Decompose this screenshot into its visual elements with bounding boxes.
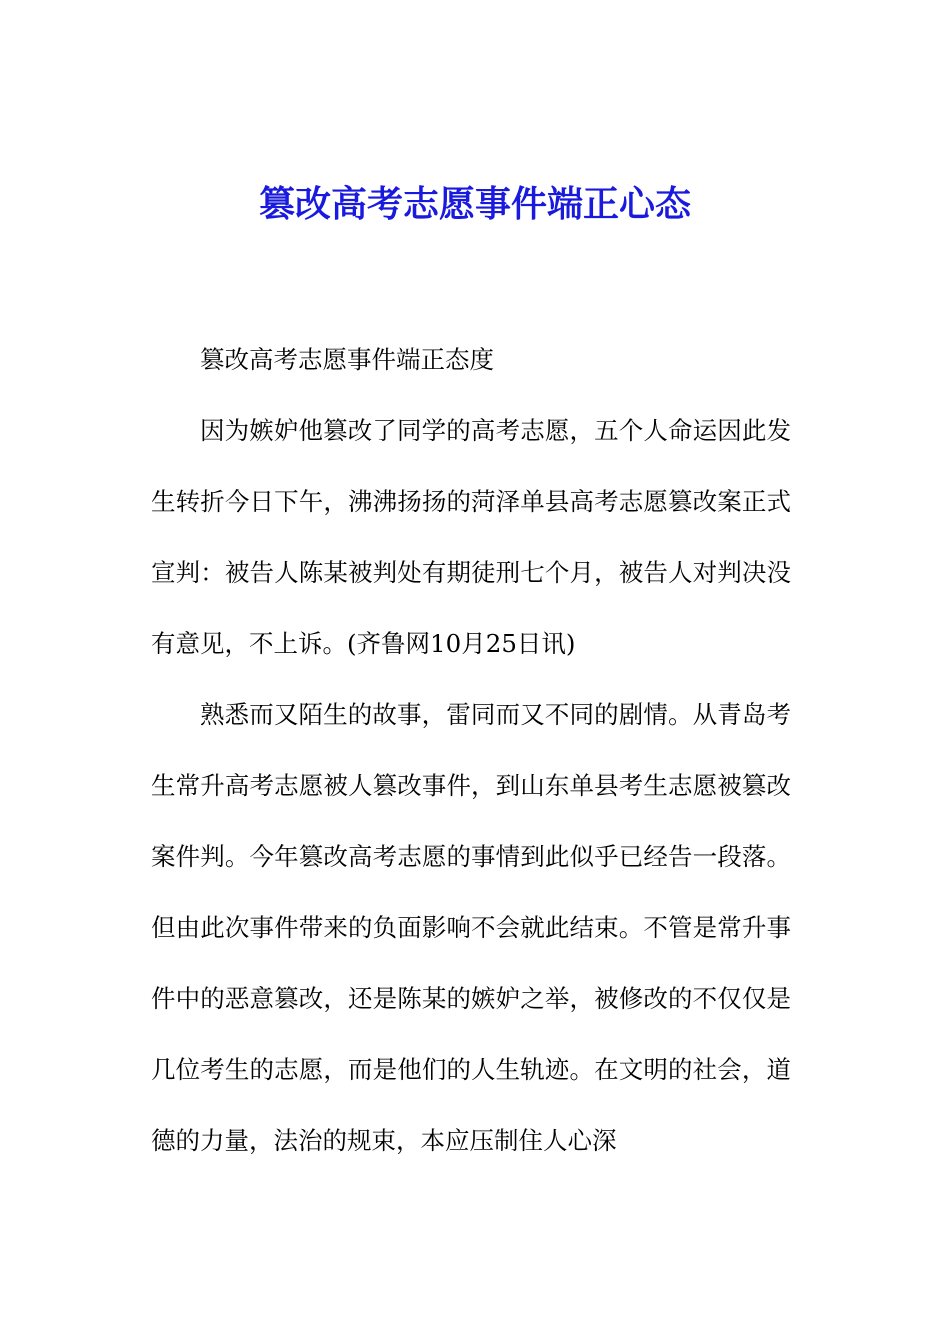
document-body xyxy=(151,324,791,1176)
document-title: 篡改高考志愿事件端正心态 xyxy=(258,183,691,225)
paragraph-commentary: 熟悉而又陌生的故事，雷同而又不同的剧情。从青岛考生常升高考志愿被人篡改事件，到山东单县考生志愿被篡改案件判。今年篡改高考志愿的事情到此似乎已经告一段落。但由此次事件带来的负面影响不会就此结束。不管是常升事件中的恶意篡改，还是陈某的嫉妒之举，被修改的不仅仅是几位考生的志愿，而是他们的人生轨迹。在文明的社会，道德的力量，法治的规束，本应压制住人心深 xyxy=(151,700,791,1155)
paragraph-news-summary: 因为嫉妒他篡改了同学的高考志愿，五个人命运因此发生转折今日下午，沸沸扬扬的菏泽单县高考志愿篡改案正式宣判：被告人陈某被判处有期徒刑七个月，被告人对判决没有意见，不上诉。(齐鲁网10月25日讯) xyxy=(151,416,791,658)
paragraph-subtitle: 篡改高考志愿事件端正态度 xyxy=(200,345,494,374)
